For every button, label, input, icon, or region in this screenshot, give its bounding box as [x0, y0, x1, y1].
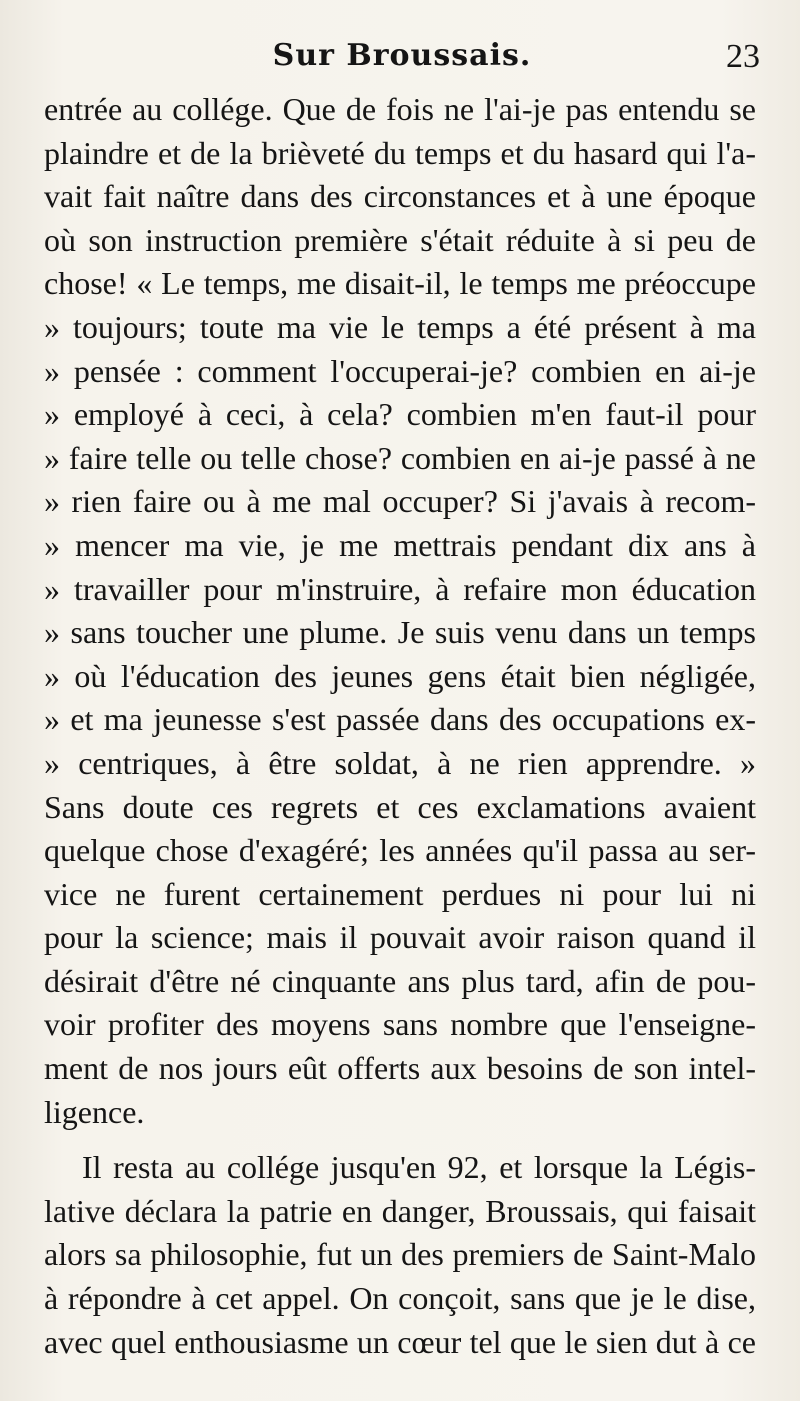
text-line: chose! « Le temps, me disait-il, le temps me préoccupe: [44, 265, 756, 302]
text-line: entrée au collége. Que de fois ne l'ai-je pas entendu se: [44, 91, 756, 127]
text-line: » travailler pour m'instruire, à refaire mon éducation: [44, 570, 756, 607]
text-line: » où l'éducation des jeunes gens était bien négligée,: [44, 657, 756, 694]
text-line: ligence.: [44, 1093, 145, 1130]
paragraph-1: [44, 88, 756, 1134]
text-line: Sans doute ces regrets et ces exclamations avaient: [44, 788, 756, 825]
body-text: [44, 88, 756, 1364]
text-line: Il resta au collége jusqu'en 92, et lorsque la Légis-: [82, 1149, 756, 1186]
text-line: ment de nos jours eût offerts aux besoins de son intel-: [44, 1050, 756, 1087]
text-line: voir profiter des moyens sans nombre que l'enseigne-: [44, 1006, 756, 1043]
text-line: plaindre et de la brièveté du temps et du hasard qui l'a-: [44, 134, 756, 171]
text-line: » sans toucher une plume. Je suis venu dans un temps: [44, 614, 756, 651]
text-line: vait fait naître dans des circonstances et à une époque: [44, 178, 756, 215]
text-line: où son instruction première s'était réduite à si peu de: [44, 221, 756, 258]
text-line: » employé à ceci, à cela? combien m'en faut-il pour: [44, 396, 756, 433]
page-header: [44, 38, 760, 88]
text-line: » centriques, à être soldat, à ne rien apprendre. »: [44, 744, 756, 781]
text-line: avec quel enthousiasme un cœur tel que le sien dut à ce: [44, 1323, 756, 1360]
page-number: 23: [726, 38, 760, 75]
text-line: pour la science; mais il pouvait avoir raison quand il: [44, 919, 756, 956]
text-line: » pensée : comment l'occuperai-je? combien en ai-je: [44, 352, 756, 389]
text-line: à répondre à cet appel. On conçoit, sans que je le dise,: [44, 1280, 756, 1317]
paragraph-gap: [44, 1134, 756, 1146]
text-line: » toujours; toute ma vie le temps a été présent à ma: [44, 308, 756, 345]
text-line: quelque chose d'exagéré; les années qu'il passa au ser-: [44, 832, 756, 869]
text-line: » rien faire ou à me mal occuper? Si j'avais à recom-: [44, 483, 756, 520]
text-line: alors sa philosophie, fut un des premiers de Saint-Malo: [44, 1236, 756, 1273]
text-line: vice ne furent certainement perdues ni pour lui ni: [44, 875, 756, 912]
paragraph-2: [44, 1146, 756, 1364]
running-title: Sur Broussais.: [272, 38, 532, 73]
text-line: » mencer ma vie, je me mettrais pendant dix ans à: [44, 526, 756, 563]
text-line: » et ma jeunesse s'est passée dans des occupations ex-: [44, 701, 756, 738]
text-line: désirait d'être né cinquante ans plus tard, afin de pou-: [44, 962, 756, 999]
text-line: lative déclara la patrie en danger, Broussais, qui faisait: [44, 1192, 756, 1229]
text-line: » faire telle ou telle chose? combien en ai-je passé à ne: [44, 439, 756, 476]
